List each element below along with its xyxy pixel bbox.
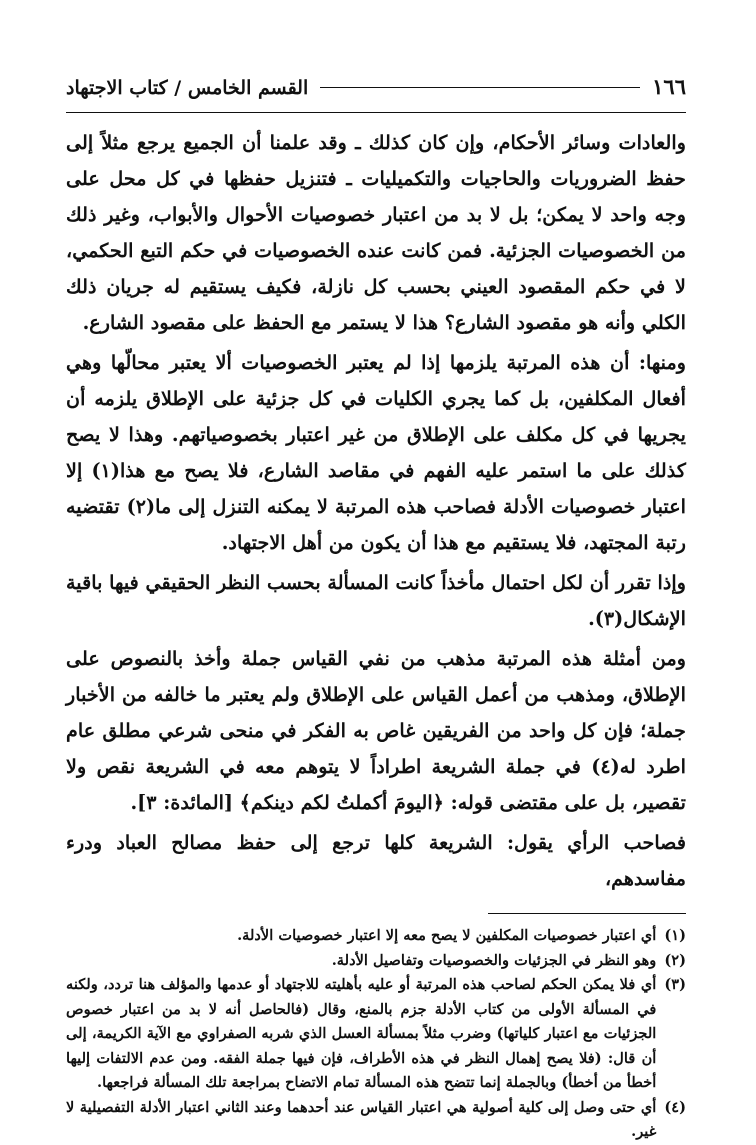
- footnote-number: (٢): [664, 951, 686, 969]
- book-page: [66, 74, 686, 1145]
- footnote: [66, 1096, 686, 1145]
- paragraph: والعادات وسائر الأحكام، وإن كان كذلك ـ وقد علمنا أن الجميع يرجع مثلاً إلى حفظ الضروريات والحاجيات والتكميليات ـ فتنزيل حفظها في كل محل على وجه واحد لا يمكن؛ بل لا بد من اعتبار خصوصيات الأحوال والأبواب، وغير ذلك من الخصوصيات الجزئية. فمن كانت عنده الخصوصيات في حكم التبع الحكمي، لا في حكم المقصود العيني بحسب كل نازلة، فكيف يستقيم له جريان ذلك الكلي وأنه هو مقصود الشارع؟ هذا لا يستمر مع الحفظ على مقصود الشارع.: [66, 131, 686, 334]
- footnote: [66, 973, 686, 1096]
- page-header: [66, 74, 686, 113]
- footnote-text: أي فلا يمكن الحكم لصاحب هذه المرتبة أو عليه بأهليته للاجتهاد أو عدمها والمؤلف هنا تردد، ولكنه في المسألة الأولى من كتاب الأدلة جزم بالمنع، وقال (فالحاصل أنه لا بد من اعتبار خصوص الجزئيات مع اعتبار كلياتها) وضرب مثلاً بمسألة العسل الذي شربه الصفراوي مع الآية الكريمة، إلى أن قال: (فلا يصح إهمال النظر في هذه الأطراف، فإن فيها جملة الفقه. ومن عدم الالتفات إليها أخطأ من أخطأ) وبالجملة إنما تتضح هذه المسألة تمام الاتضاح بمراجعة تلك المسألة فراجعها.: [66, 976, 657, 1091]
- page-number: ١٦٦: [652, 74, 686, 99]
- main-text: [66, 125, 686, 897]
- footnote-number: (٣): [664, 976, 686, 993]
- footnotes: [66, 924, 686, 1145]
- header-rule: [320, 87, 640, 88]
- paragraph: ومنها: أن هذه المرتبة يلزمها إذا لم يعتبر الخصوصيات ألا يعتبر محالّها وهي أفعال المكلفين، بل كما يجري الكليات في كل جزئية على الإطلاق يلزمه أن يجريها في كل مكلف على الإطلاق من غير اعتبار بخصوصياتهم. وهذا لا يصح كذلك على ما استمر عليه الفهم في مقاصد الشارع، فلا يصح مع هذا(١) إلا اعتبار خصوصيات الأدلة فصاحب هذه المرتبة لا يمكنه التنزل إلى ما(٢) تقتضيه رتبة المجتهد، فلا يستقيم مع هذا أن يكون من أهل الاجتهاد.: [66, 351, 687, 554]
- footnote: [66, 949, 686, 974]
- footnote-number: (١): [664, 927, 686, 944]
- paragraph: فصاحب الرأي يقول: الشريعة كلها ترجع إلى حفظ مصالح العباد ودرء مفاسدهم،: [66, 831, 686, 890]
- footnote-text: أي اعتبار خصوصيات المكلفين لا يصح معه إلا اعتبار خصوصيات الأدلة.: [237, 927, 657, 944]
- footnote-separator: [488, 913, 686, 914]
- paragraph: ومن أمثلة هذه المرتبة مذهب من نفي القياس جملة وأخذ بالنصوص على الإطلاق، ومذهب من أعمل القياس على الإطلاق ولم يعتبر ما خالفه من الأخبار جملة؛ فإن كل واحد من الفريقين غاص به الفكر في منحى شرعي مطلق عام اطرد له(٤) في جملة الشريعة اطراداً لا يتوهم معه في الشريعة نقص ولا تقصير، بل على مقتضى قوله: ﴿اليومَ أكملتُ لكم دينكم﴾ [المائدة: ٣].: [66, 647, 686, 814]
- running-title: القسم الخامس / كتاب الاجتهاد: [66, 77, 309, 99]
- footnote-number: (٤): [664, 1098, 686, 1116]
- footnote: [66, 924, 686, 949]
- footnote-text: وهو النظر في الجزئيات والخصوصيات وتفاصيل الأدلة.: [331, 951, 657, 969]
- footnote-text: أي حتى وصل إلى كلية أصولية هي اعتبار القياس عند أحدهما وعند الثاني اعتبار الأدلة التفصيلية لا غير.: [66, 1098, 657, 1140]
- paragraph: وإذا تقرر أن لكل احتمال مأخذاً كانت المسألة بحسب النظر الحقيقي فيها باقية الإشكال(٣).: [66, 571, 686, 630]
